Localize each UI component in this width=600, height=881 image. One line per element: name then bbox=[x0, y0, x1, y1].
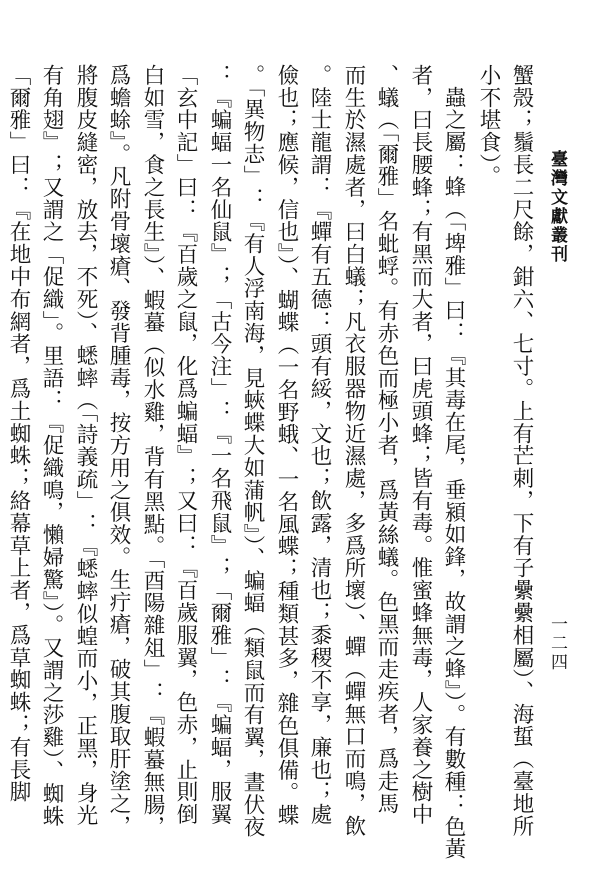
text-column: 有角翅』；又謂之「促織」。里語：『促織鳴，懶婦驚』）。又謂之莎雞）、蜘蛛 bbox=[39, 64, 64, 828]
text-column: 小不堪食）。 bbox=[476, 64, 501, 188]
text-column: ：『蝙蝠一名仙鼠』；「古今注」：『一名飛鼠』；「爾雅」：『蝙蝠，服翼 bbox=[207, 64, 232, 826]
text-column: 、蟻（「爾雅」名蚍蜉。有赤色而極小者，爲黃絲蟻。色黑而走疾者，爲走馬 bbox=[374, 64, 399, 815]
page-number: 一二四 bbox=[547, 615, 567, 672]
text-column: 蟲之屬：蜂（「埤雅」曰：『其毒在尾，垂潁如鋒，故謂之蜂』）。有數種：色黃 bbox=[441, 86, 466, 861]
series-title: 臺灣文獻叢刊 bbox=[547, 150, 567, 264]
text-column: 者，曰長腰蜂；有黑而大者，曰虎頭蜂；皆有毒。惟蜜蜂無毒，人家養之樹中 bbox=[408, 64, 433, 826]
text-column: 「爾雅」曰：『在地中布網者，爲土蜘蛛；絡幕草上者，爲草蜘蛛；有長脚 bbox=[6, 64, 31, 804]
text-column: 蟹殼；鬚長二尺餘，鉗六、七寸。上有芒刺，下有子纍纍相屬）、海蜇（臺地所 bbox=[509, 64, 534, 838]
text-column: 爲蟾蜍』。凡附骨壞瘡、發背腫毒，按方用之俱效。生疔瘡，破其腹取肝塗之， bbox=[106, 64, 131, 838]
text-column: 。「異物志」：『有人浮南海，見蛺蝶大如蒲帆』）、蝙蝠（類鼠而有翼，晝伏夜 bbox=[240, 64, 265, 839]
text-column: 。陸士龍謂：『蟬有五德：頭有綏，文也；飲露，清也；黍稷不享，廉也；處 bbox=[307, 64, 332, 826]
text-column: 儉也；應候，信也』）、蝴蝶（一名野蛾、一名風蝶；種類甚多，雜色俱備。蝶 bbox=[274, 64, 299, 827]
text-column: 「玄中記」曰：『百歲之鼠，化爲蝙蝠』；又曰：『百歲服翼，色赤，止則倒 bbox=[173, 64, 198, 826]
text-column: 而生於濕處者，曰白蟻；凡衣服器物近濕處，多爲所壞）、蟬（蟬無口而鳴，飲 bbox=[341, 64, 366, 838]
text-column: 白如雪，食之長生』）、蝦蟇（似水雞，背有黑點。「酉陽雜俎」：『蝦蟇無腸， bbox=[140, 64, 165, 839]
text-column: 將腹皮縫密，放去，不死）、蟋蟀（「詩義疏」：『蟋蟀似蝗而小，正黑，身光 bbox=[73, 64, 98, 827]
